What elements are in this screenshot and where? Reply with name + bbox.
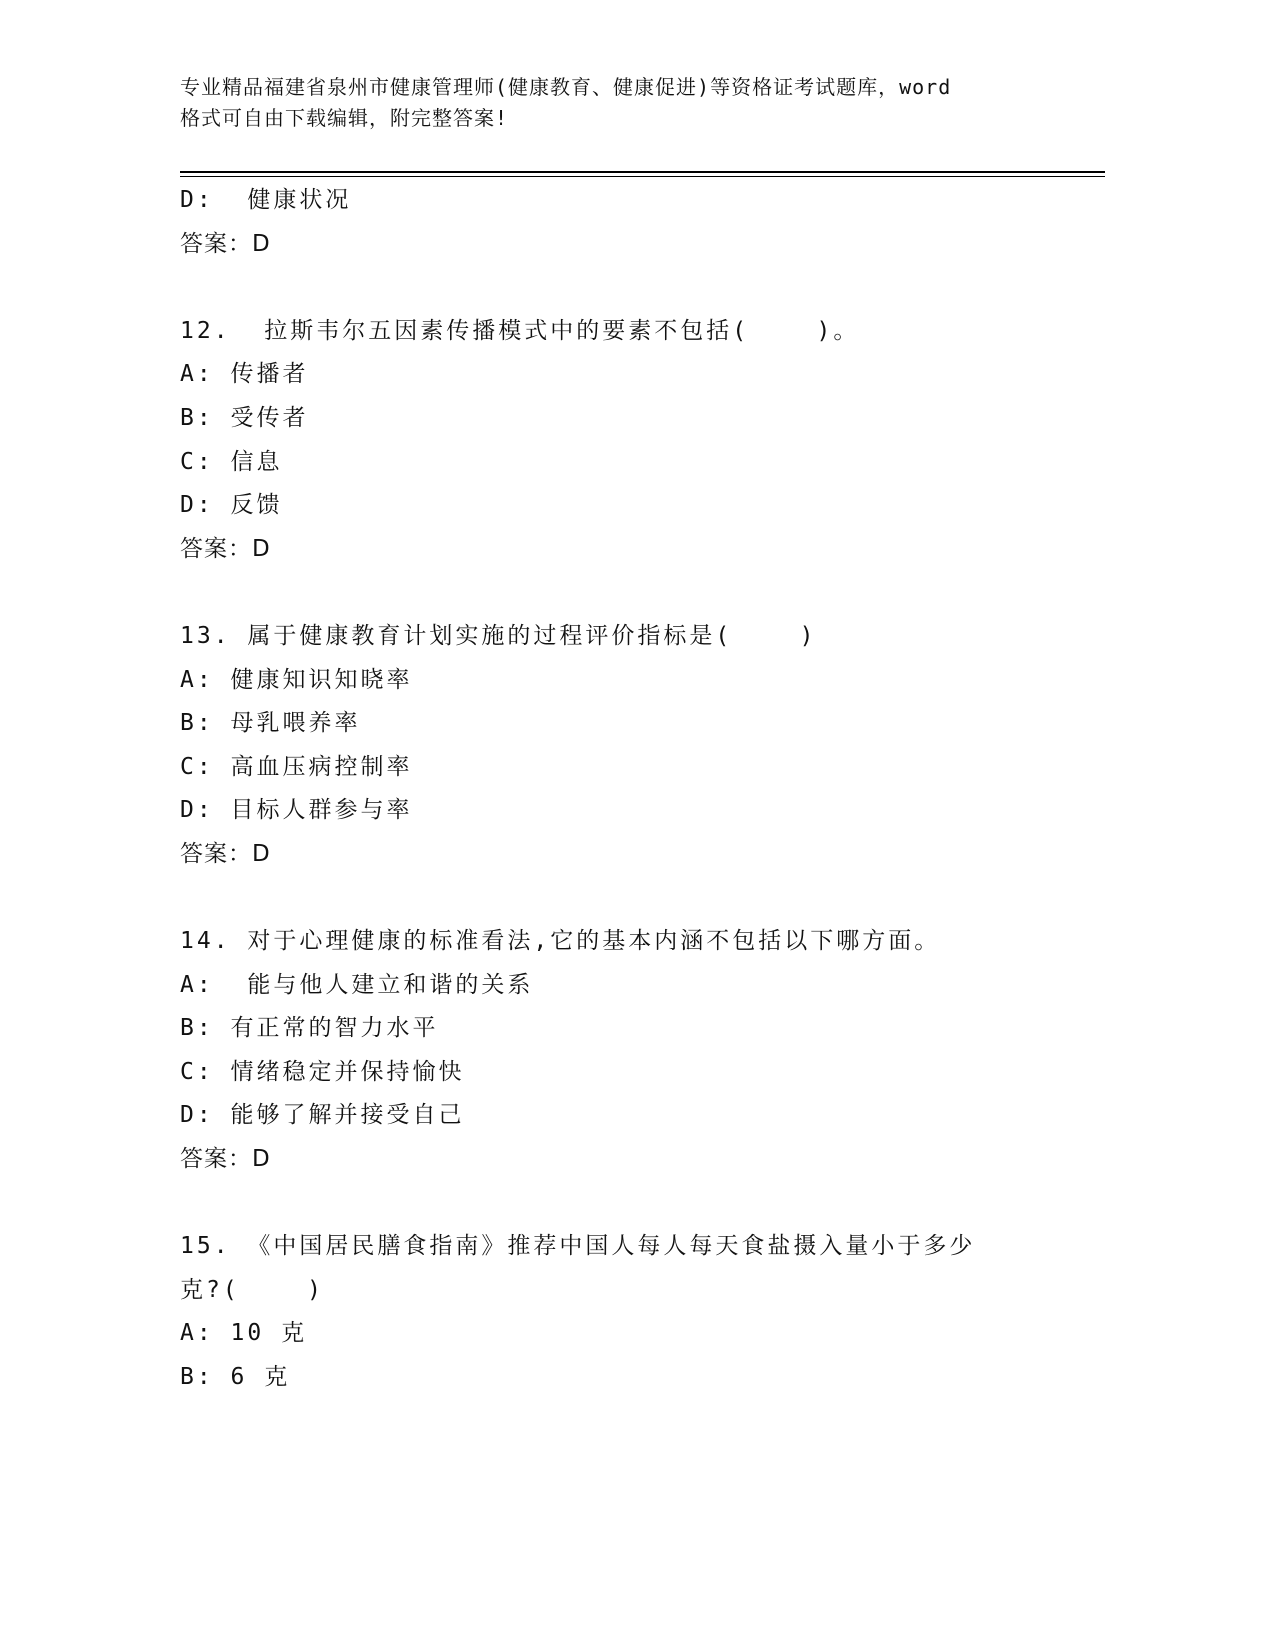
answer: 答案：D — [180, 230, 271, 257]
option-b: B: 受传者 — [180, 404, 309, 431]
question-13 — [180, 615, 1080, 877]
option-b: B: 6 克 — [180, 1364, 291, 1391]
option-b: B: 母乳喂养率 — [180, 710, 361, 737]
option-c: C: 信息 — [180, 448, 283, 475]
question-stem: 13. 属于健康教育计划实施的过程评价指标是( ) — [180, 622, 817, 649]
option-c: C: 高血压病控制率 — [180, 753, 413, 780]
option-b: B: 有正常的智力水平 — [180, 1015, 439, 1042]
answer: 答案：D — [180, 1146, 271, 1173]
question-15 — [180, 1225, 1080, 1399]
question-stem-line-2: 克?( ) — [180, 1276, 324, 1303]
option-a: A: 10 克 — [180, 1320, 308, 1347]
answer: 答案：D — [180, 535, 271, 562]
header-divider-bottom — [180, 176, 1105, 177]
option-d: D: 反馈 — [180, 492, 283, 519]
option-a: A: 健康知识知晓率 — [180, 666, 413, 693]
question-stem-line-1: 15. 《中国居民膳食指南》推荐中国人每人每天食盐摄入量小于多少 — [180, 1233, 976, 1260]
question-14 — [180, 920, 1080, 1182]
question-list — [180, 179, 1080, 1400]
header-line-2: 格式可自由下载编辑，附完整答案! — [180, 106, 509, 130]
option-a: A: 传播者 — [180, 361, 309, 388]
question-12 — [180, 310, 1080, 572]
option-d: D: 健康状况 — [180, 187, 352, 213]
option-d: D: 目标人群参与率 — [180, 797, 413, 824]
option-c: C: 情绪稳定并保持愉快 — [180, 1058, 465, 1085]
question-stem: 14. 对于心理健康的标准看法,它的基本内涵不包括以下哪方面。 — [180, 928, 941, 955]
header-divider-top — [180, 171, 1105, 173]
option-a: A: 能与他人建立和谐的关系 — [180, 971, 534, 998]
document-header — [180, 72, 1060, 134]
answer: 答案：D — [180, 840, 271, 867]
question-stem: 12. 拉斯韦尔五因素传播模式中的要素不包括( )。 — [180, 317, 860, 344]
header-line-1: 专业精品福建省泉州市健康管理师(健康教育、健康促进)等资格证考试题库，word — [180, 75, 952, 99]
option-d: D: 能够了解并接受自己 — [180, 1102, 465, 1129]
